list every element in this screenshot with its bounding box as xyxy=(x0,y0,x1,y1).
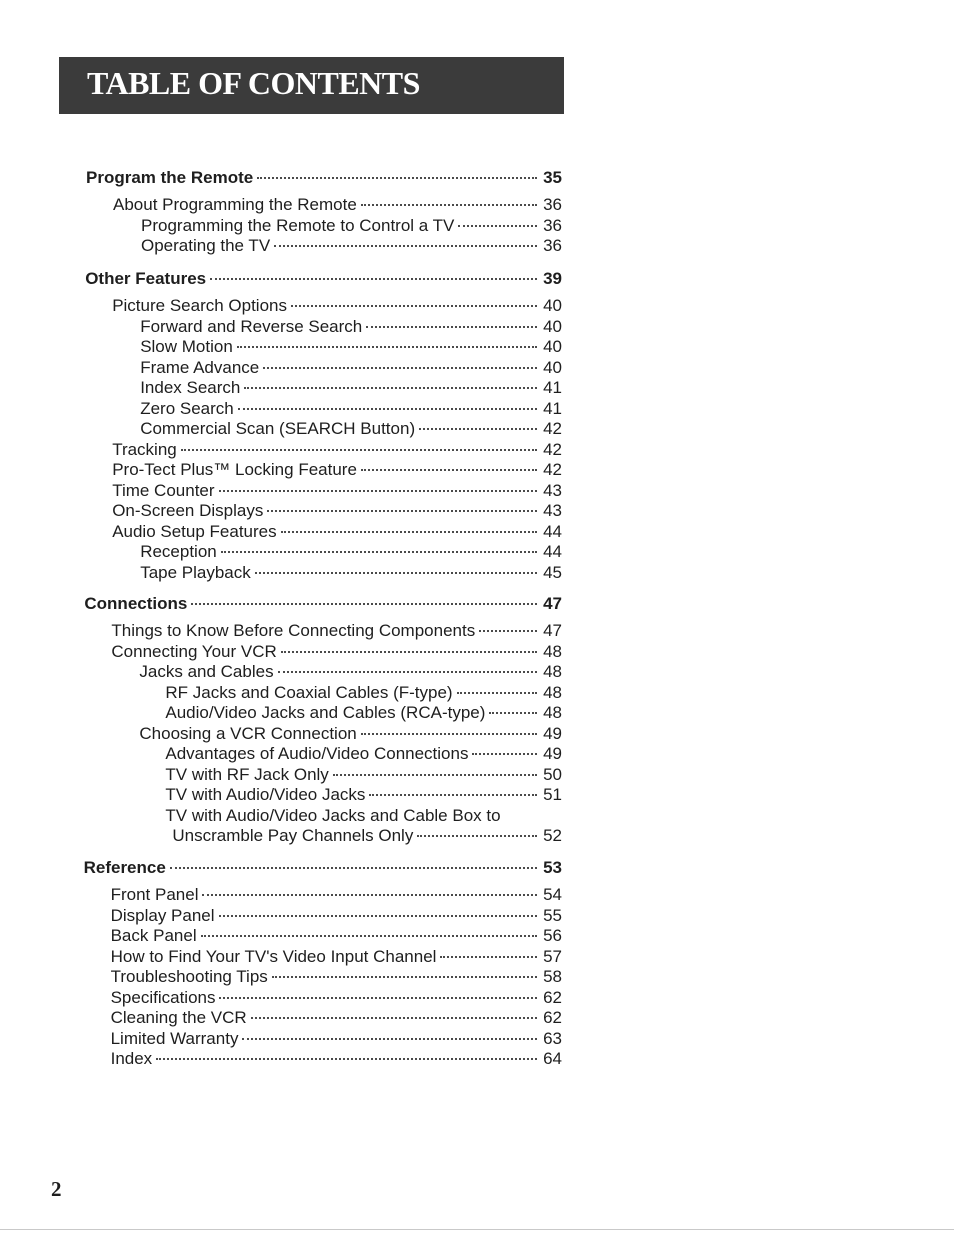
toc-section-entry[interactable] xyxy=(86,168,562,188)
toc-page-number: 40 xyxy=(543,296,562,315)
dot-leader xyxy=(219,997,537,999)
toc-entry[interactable] xyxy=(112,440,562,460)
dot-leader xyxy=(472,753,537,755)
toc-page-number: 48 xyxy=(543,682,562,702)
dot-leader xyxy=(156,1058,537,1060)
dot-leader xyxy=(170,867,537,869)
dot-leader xyxy=(263,367,537,369)
toc-entry-title: Zero Search xyxy=(140,398,234,418)
toc-entry[interactable] xyxy=(111,1008,562,1028)
toc-entry-title: Back Panel xyxy=(110,926,197,945)
toc-section-title: Connections xyxy=(84,594,188,613)
toc-entry[interactable] xyxy=(140,399,562,419)
toc-entry[interactable] xyxy=(141,216,562,236)
toc-page-number: 55 xyxy=(543,905,562,925)
toc-entry[interactable] xyxy=(140,563,562,583)
toc-section-entry[interactable] xyxy=(84,594,562,614)
toc-section-title: Reference xyxy=(83,858,166,877)
dot-leader xyxy=(219,915,538,917)
toc-entry[interactable] xyxy=(112,460,562,480)
dot-leader xyxy=(278,671,537,673)
toc-entry-title: Cleaning the VCR xyxy=(110,1008,247,1027)
dot-leader xyxy=(291,305,537,307)
dot-leader xyxy=(457,692,537,694)
toc-page-number: 50 xyxy=(543,764,562,784)
toc-section-entry[interactable] xyxy=(84,858,562,878)
dot-leader xyxy=(202,894,537,896)
toc-entry-title: Limited Warranty xyxy=(110,1028,239,1048)
dot-leader xyxy=(361,733,537,735)
toc-entry-title: Things to Know Before Connecting Components xyxy=(111,621,476,640)
toc-page-number: 47 xyxy=(543,594,562,613)
toc-entry-title: Tracking xyxy=(112,439,177,459)
toc-page-number: 42 xyxy=(543,460,562,479)
toc-page-number: 47 xyxy=(543,621,562,640)
toc-entry[interactable] xyxy=(111,906,562,926)
toc-entry-title: Jacks and Cables xyxy=(139,662,274,681)
dot-leader xyxy=(201,935,537,937)
dot-leader xyxy=(361,469,537,471)
toc-entry-title: Slow Motion xyxy=(140,337,233,356)
dot-leader xyxy=(489,712,537,714)
toc-entry-title: Commercial Scan (SEARCH Button) xyxy=(140,419,416,438)
toc-entry-title: Audio/Video Jacks and Cables (RCA-type) xyxy=(165,703,486,722)
toc-page-number: 58 xyxy=(543,967,562,986)
toc-entry-title: TV with Audio/Video Jacks xyxy=(165,785,366,804)
dot-leader xyxy=(210,278,537,280)
dot-leader xyxy=(237,346,537,348)
toc-page-number: 62 xyxy=(543,987,562,1007)
toc-page-number: 39 xyxy=(543,269,562,288)
toc-entry[interactable] xyxy=(165,785,562,805)
toc-page-number: 36 xyxy=(543,195,562,214)
dot-leader xyxy=(272,976,537,978)
toc-entry[interactable] xyxy=(165,744,562,764)
toc-entry-title: Connecting Your VCR xyxy=(111,641,277,661)
dot-leader xyxy=(267,510,537,512)
toc-page-number: 42 xyxy=(543,419,562,438)
toc-entry-title: Index xyxy=(110,1049,153,1068)
toc-entry-title: Display Panel xyxy=(110,905,215,925)
dot-leader xyxy=(369,794,537,796)
toc-entry[interactable] xyxy=(140,378,562,398)
toc-section-title: Other Features xyxy=(85,269,207,288)
toc-entry-title: Time Counter xyxy=(112,480,215,500)
toc-page-number: 49 xyxy=(543,744,562,763)
dot-leader xyxy=(242,1038,537,1040)
dot-leader xyxy=(419,428,537,430)
dot-leader xyxy=(181,449,537,451)
toc-page-number: 44 xyxy=(543,542,562,561)
toc-page-number: 36 xyxy=(543,215,562,235)
toc-entry-title: Reception xyxy=(140,542,217,561)
toc-entry-title: Programming the Remote to Control a TV xyxy=(141,215,455,235)
toc-entry[interactable] xyxy=(111,947,562,967)
toc-entry-title: Audio Setup Features xyxy=(112,521,277,541)
toc-entry-title: Picture Search Options xyxy=(112,296,287,315)
toc-entry[interactable] xyxy=(111,967,562,987)
toc-entry-title: Unscramble Pay Channels Only xyxy=(172,826,414,845)
toc-page-number: 52 xyxy=(543,826,562,845)
toc-entry[interactable] xyxy=(165,765,562,785)
dot-leader xyxy=(479,630,537,632)
toc-page-number: 42 xyxy=(543,439,562,459)
toc-page-number: 43 xyxy=(543,501,562,520)
toc-page-number: 35 xyxy=(543,168,562,187)
toc-entry[interactable] xyxy=(111,988,562,1008)
toc-entry[interactable] xyxy=(165,703,562,723)
toc-entry-title: Specifications xyxy=(110,987,216,1007)
dot-leader xyxy=(251,1017,537,1019)
dot-leader xyxy=(221,551,537,553)
toc-entry-title: Pro-Tect Plus™ Locking Feature xyxy=(112,460,357,479)
toc-entry-title: TV with RF Jack Only xyxy=(165,764,329,784)
dot-leader xyxy=(361,204,537,206)
toc-entry[interactable] xyxy=(111,926,562,946)
toc-page-number: 53 xyxy=(543,858,562,877)
toc-page-number: 44 xyxy=(543,521,562,541)
dot-leader xyxy=(281,651,537,653)
toc-page-number: 62 xyxy=(543,1008,562,1027)
toc-entry-title: Forward and Reverse Search xyxy=(140,316,363,336)
toc-page-number: 43 xyxy=(543,480,562,500)
dot-leader xyxy=(417,835,537,837)
toc-page-number: 48 xyxy=(543,703,562,722)
toc-entry[interactable] xyxy=(172,826,562,846)
toc-page-number: 48 xyxy=(543,662,562,681)
toc-entry[interactable] xyxy=(111,1029,562,1049)
toc-entry[interactable] xyxy=(141,236,562,256)
bottom-rule xyxy=(0,1229,954,1230)
toc-entry[interactable] xyxy=(111,885,562,905)
toc-page-number: 40 xyxy=(543,337,562,356)
toc-entry[interactable] xyxy=(140,542,562,562)
toc-entry[interactable] xyxy=(139,724,562,744)
toc-page-number: 63 xyxy=(543,1028,562,1048)
toc-entry[interactable] xyxy=(112,481,562,501)
toc-page-number: 48 xyxy=(543,641,562,661)
toc-entry-title: About Programming the Remote xyxy=(113,195,357,214)
toc-entry[interactable] xyxy=(112,296,562,316)
toc-page-number: 41 xyxy=(543,378,562,397)
dot-leader xyxy=(219,490,538,492)
toc-entry-title: RF Jacks and Coaxial Cables (F-type) xyxy=(165,682,453,702)
dot-leader xyxy=(281,531,537,533)
dot-leader xyxy=(257,177,537,179)
toc-page-number: 45 xyxy=(543,562,562,582)
toc-page-number: 40 xyxy=(543,316,562,336)
toc-page-number: 49 xyxy=(543,723,562,743)
toc-entry-title: Front Panel xyxy=(110,885,199,904)
dot-leader xyxy=(238,408,537,410)
toc-entry[interactable] xyxy=(140,419,562,439)
toc-entry-title: Choosing a VCR Connection xyxy=(139,723,357,743)
toc-entry[interactable] xyxy=(139,662,562,682)
dot-leader xyxy=(440,956,537,958)
toc-page-number: 36 xyxy=(543,236,562,255)
dot-leader xyxy=(458,225,537,227)
toc-entry-title: Index Search xyxy=(140,378,241,397)
toc-entry[interactable] xyxy=(113,195,562,215)
toc-page-number: 40 xyxy=(543,357,562,377)
dot-leader xyxy=(191,603,537,605)
toc-entry[interactable] xyxy=(140,337,562,357)
toc-entry[interactable] xyxy=(140,358,562,378)
toc-page-number: 54 xyxy=(543,885,562,904)
toc-section-entry[interactable] xyxy=(85,269,562,289)
dot-leader xyxy=(255,572,537,574)
toc-entry[interactable] xyxy=(112,501,562,521)
toc-entry-title: How to Find Your TV's Video Input Channel xyxy=(110,946,437,966)
dot-leader xyxy=(274,245,537,247)
toc-entry-title-line[interactable]: TV with Audio/Video Jacks and Cable Box to xyxy=(165,805,501,825)
toc-section-title: Program the Remote xyxy=(86,168,254,187)
toc-entry-title: On-Screen Displays xyxy=(112,501,264,520)
dot-leader xyxy=(366,326,537,328)
toc-page-number: 64 xyxy=(543,1049,562,1068)
toc-entry[interactable] xyxy=(111,1049,562,1069)
dot-leader xyxy=(333,774,537,776)
toc-entry-title: Frame Advance xyxy=(140,357,260,377)
toc-entry-title: Operating the TV xyxy=(141,236,271,255)
toc-page-number: 57 xyxy=(543,946,562,966)
toc-entry-title: Tape Playback xyxy=(140,562,251,582)
toc-entry[interactable] xyxy=(112,522,562,542)
toc-page-number: 56 xyxy=(543,926,562,945)
toc-entry-title: Troubleshooting Tips xyxy=(110,967,268,986)
toc-entry-title: Advantages of Audio/Video Connections xyxy=(165,744,469,763)
toc-title-banner xyxy=(59,57,564,114)
toc-entry[interactable] xyxy=(111,621,562,641)
toc-entry[interactable] xyxy=(140,317,562,337)
toc-entry[interactable] xyxy=(111,642,562,662)
toc-entry[interactable] xyxy=(165,683,562,703)
page-title: TABLE OF CONTENTS xyxy=(87,65,420,101)
toc-page-number: 41 xyxy=(543,398,562,418)
toc-page-number: 51 xyxy=(543,785,562,804)
dot-leader xyxy=(244,387,537,389)
page-number: 2 xyxy=(51,1177,62,1201)
